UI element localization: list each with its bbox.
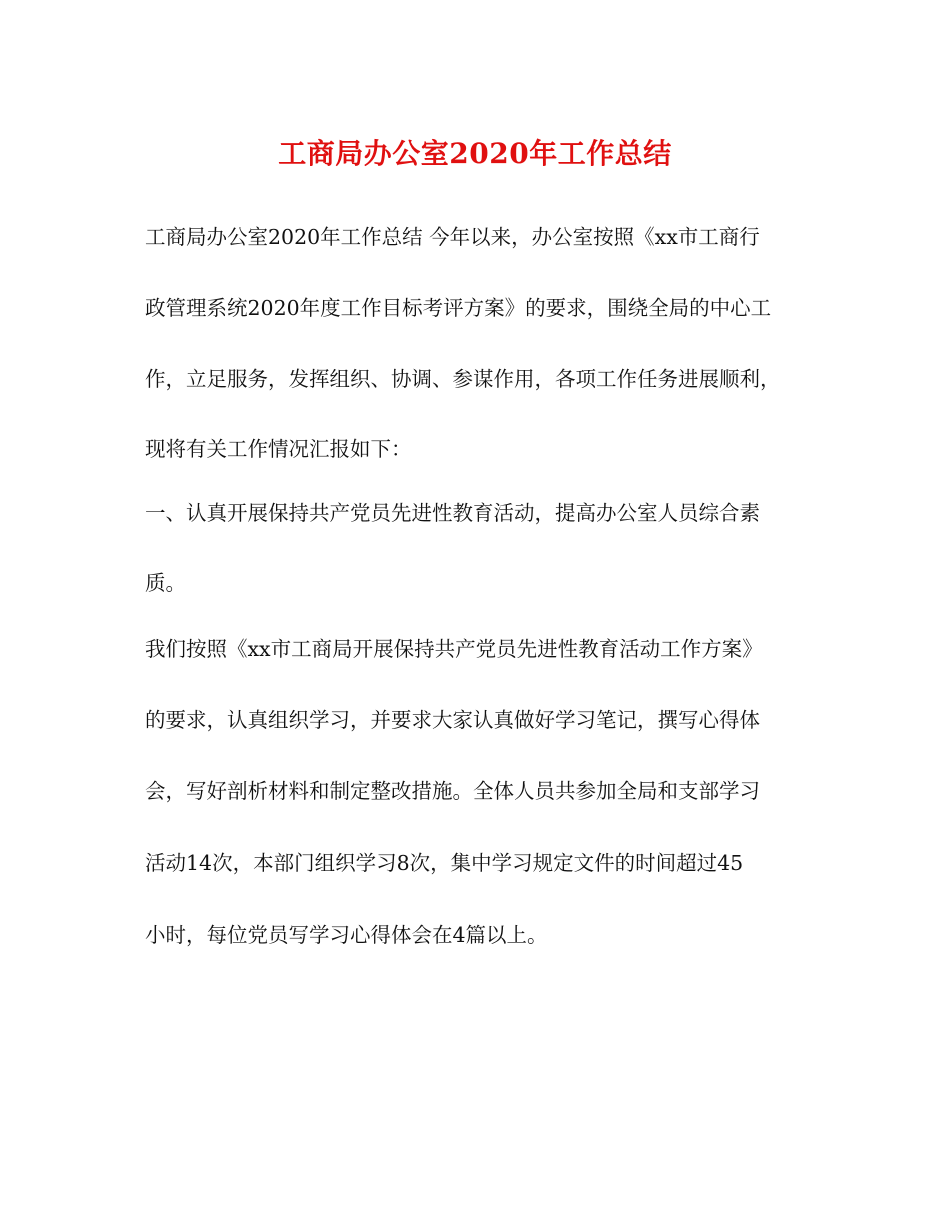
paragraph-2-line-2: 的要求，认真组织学习，并要求大家认真做好学习笔记，撰写心得体 [145,708,760,732]
paragraph-2-line-1: 我们按照《xx市工商局开展保持共产党员先进性教育活动工作方案》 [145,637,763,661]
section-heading-1-line-1: 一、认真开展保持共产党员先进性教育活动，提高办公室人员综合素 [145,501,760,525]
paragraph-2-line-4: 活动14次，本部门组织学习8次，集中学习规定文件的时间超过45 [145,851,744,875]
section-heading-1-line-2: 质。 [145,571,186,595]
paragraph-2-line-5: 小时，每位党员写学习心得体会在4篇以上。 [145,923,548,947]
paragraph-1-line-3: 作，立足服务，发挥组织、协调、参谋作用，各项工作任务进展顺利， [145,367,781,391]
paragraph-1-line-4: 现将有关工作情况汇报如下： [145,437,412,461]
paragraph-1-line-1: 工商局办公室2020年工作总结 今年以来，办公室按照《xx市工商行 [145,225,760,249]
paragraph-1-line-2: 政管理系统2020年度工作目标考评方案》的要求，围绕全局的中心工 [145,296,772,320]
document-title: 工商局办公室2020年工作总结 [278,137,672,170]
paragraph-2-line-3: 会，写好剖析材料和制定整改措施。全体人员共参加全局和支部学习 [145,779,760,803]
